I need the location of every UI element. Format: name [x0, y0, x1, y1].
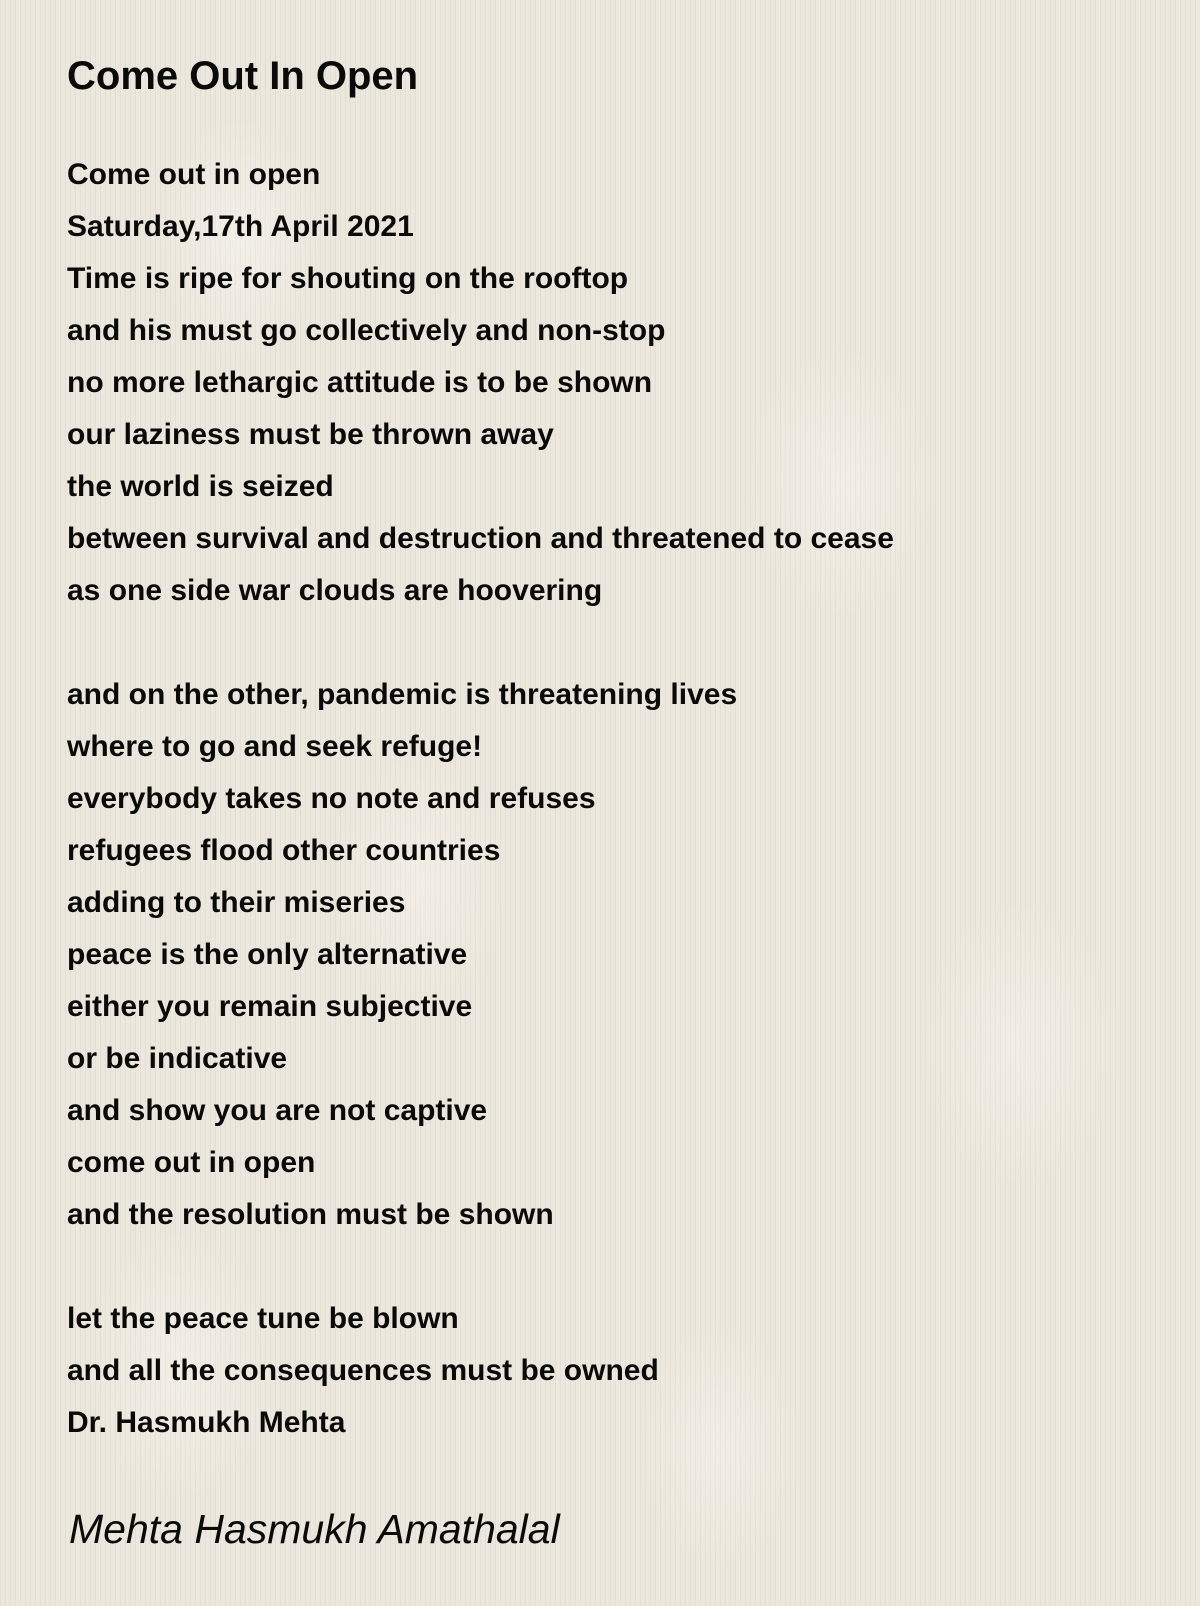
poem-line: and on the other, pandemic is threatening lives [67, 678, 738, 711]
stanza-break [67, 617, 894, 669]
poem-body [67, 149, 894, 1449]
poem-line: Saturday,17th April 2021 [67, 210, 414, 243]
poem-line: peace is the only alternative [67, 938, 468, 971]
poem-line: Dr. Hasmukh Mehta [67, 1406, 346, 1439]
poem-line: Come out in open [67, 158, 321, 191]
poem-line: the world is seized [67, 470, 334, 503]
poem-line: no more lethargic attitude is to be shown [67, 366, 653, 399]
poem-line: our laziness must be thrown away [67, 418, 554, 451]
poem-line: as one side war clouds are hoovering [67, 574, 603, 607]
poem-line: and all the consequences must be owned [67, 1354, 659, 1387]
poem-line: refugees flood other countries [67, 834, 501, 867]
poem-line: come out in open [67, 1146, 316, 1179]
poem-line: adding to their miseries [67, 886, 406, 919]
poem-line: or be indicative [67, 1042, 288, 1075]
poem-line: let the peace tune be blown [67, 1302, 459, 1335]
stanza-break [67, 1241, 894, 1293]
poem-author: Mehta Hasmukh Amathalal [69, 1506, 560, 1552]
poem-line: and the resolution must be shown [67, 1198, 554, 1231]
poem-line: either you remain subjective [67, 990, 473, 1023]
poem-line: and show you are not captive [67, 1094, 488, 1127]
poem-line: between survival and destruction and threatened to cease [67, 522, 894, 555]
poem-line: everybody takes no note and refuses [67, 782, 596, 815]
poem-line: Time is ripe for shouting on the rooftop [67, 262, 629, 295]
poem-line: where to go and seek refuge! [67, 730, 483, 763]
poem-title: Come Out In Open [67, 54, 419, 98]
poem-line: and his must go collectively and non-stop [67, 314, 666, 347]
